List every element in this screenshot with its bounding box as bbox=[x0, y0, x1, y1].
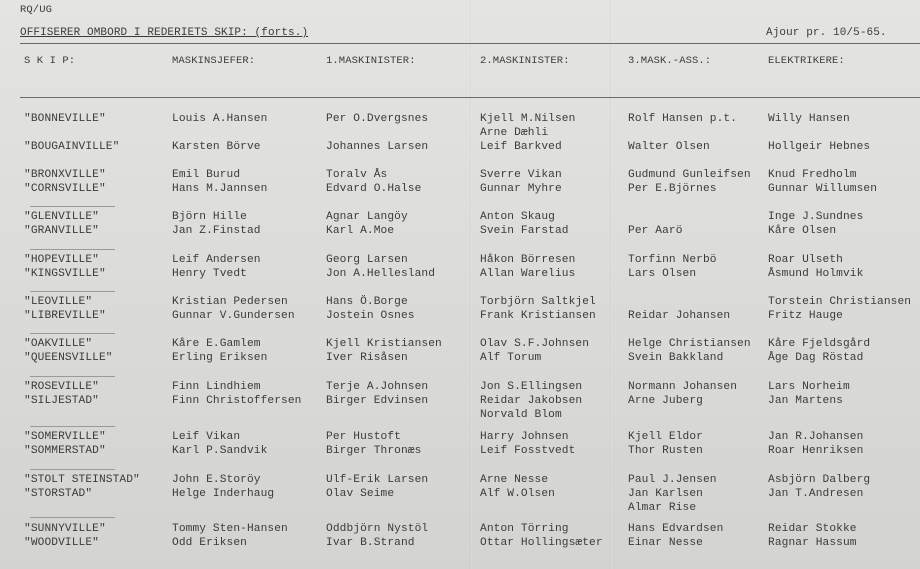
column-header-third-assistant: 3.MASK.-ASS.: bbox=[628, 55, 712, 67]
ship-name: "LIBREVILLE" bbox=[24, 310, 106, 322]
first-engineer: Birger Thronæs bbox=[326, 445, 422, 457]
ship-name: "SOMERVILLE" bbox=[24, 431, 106, 443]
first-engineer: Karl A.Moe bbox=[326, 225, 395, 237]
third-assistant: Rolf Hansen p.t. bbox=[628, 113, 738, 125]
chief-engineer: Hans M.Jannsen bbox=[172, 183, 268, 195]
chief-engineer: Kåre E.Gamlem bbox=[172, 338, 261, 350]
ship-name-cell bbox=[24, 380, 99, 408]
chief-engineer-cell bbox=[172, 430, 267, 458]
first-engineer: Jostein Osnes bbox=[326, 310, 415, 322]
third-assistant: Kjell Eldor bbox=[628, 431, 703, 443]
first-engineer: Olav Seime bbox=[326, 488, 395, 500]
header-rule bbox=[20, 97, 920, 98]
second-engineer: Norvald Blom bbox=[480, 409, 562, 421]
second-engineer: Alf Torum bbox=[480, 352, 542, 364]
column-header-ship: S K I P: bbox=[24, 55, 76, 67]
chief-engineer-cell bbox=[172, 473, 274, 501]
second-engineer-cell bbox=[480, 295, 596, 323]
second-engineer: Reidar Jakobsen bbox=[480, 395, 583, 407]
third-assistant: Gudmund Gunleifsen bbox=[628, 169, 751, 181]
electrician: Knud Fredholm bbox=[768, 169, 857, 181]
chief-engineer: Jan Z.Finstad bbox=[172, 225, 261, 237]
ship-name: "BOUGAINVILLE" bbox=[24, 141, 120, 153]
ship-name: "BONNEVILLE" bbox=[24, 113, 106, 125]
row-separator bbox=[30, 291, 115, 292]
ship-name: "WOODVILLE" bbox=[24, 537, 99, 549]
third-assistant: Helge Christiansen bbox=[628, 338, 751, 350]
electrician-cell bbox=[768, 140, 870, 154]
first-engineer: Iver Risåsen bbox=[326, 352, 408, 364]
ship-name: "QUEENSVILLE" bbox=[24, 352, 113, 364]
row-separator bbox=[30, 376, 115, 377]
row-separator bbox=[30, 249, 115, 250]
chief-engineer: Karl P.Sandvik bbox=[172, 445, 268, 457]
updated-date: Ajour pr. 10/5-65. bbox=[766, 27, 887, 39]
column-header-second-engineer: 2.MASKINISTER: bbox=[480, 55, 570, 67]
ship-name: "HOPEVILLE" bbox=[24, 254, 99, 266]
chief-engineer-cell bbox=[172, 140, 261, 154]
first-engineer-cell bbox=[326, 430, 421, 458]
ship-name-cell bbox=[24, 295, 106, 323]
third-assistant: Jan Karlsen bbox=[628, 488, 703, 500]
third-assistant: Arne Juberg bbox=[628, 395, 703, 407]
row-separator bbox=[30, 333, 115, 334]
second-engineer: Svein Farstad bbox=[480, 225, 569, 237]
second-engineer-cell bbox=[480, 430, 575, 458]
first-engineer: Toralv Ås bbox=[326, 169, 388, 181]
chief-engineer: Gunnar V.Gundersen bbox=[172, 310, 295, 322]
chief-engineer: Leif Andersen bbox=[172, 254, 261, 266]
second-engineer: Arne Dæhli bbox=[480, 127, 549, 139]
chief-engineer-cell bbox=[172, 337, 267, 365]
ship-name: "KINGSVILLE" bbox=[24, 268, 106, 280]
third-assistant-cell bbox=[628, 140, 710, 154]
second-engineer: Anton Törring bbox=[480, 523, 569, 535]
chief-engineer: Henry Tvedt bbox=[172, 268, 247, 280]
electrician-cell bbox=[768, 168, 877, 196]
chief-engineer: Erling Eriksen bbox=[172, 352, 268, 364]
chief-engineer: Finn Lindhiem bbox=[172, 381, 261, 393]
paper-fold bbox=[470, 0, 472, 569]
chief-engineer-cell bbox=[172, 112, 267, 126]
third-assistant: Normann Johansen bbox=[628, 381, 738, 393]
third-assistant-cell bbox=[628, 112, 737, 126]
electrician: Jan R.Johansen bbox=[768, 431, 864, 443]
ship-name-cell bbox=[24, 337, 113, 365]
first-engineer: Ulf-Erik Larsen bbox=[326, 474, 429, 486]
second-engineer-cell bbox=[480, 473, 555, 501]
third-assistant-cell bbox=[628, 430, 703, 458]
second-engineer: Håkon Börresen bbox=[480, 254, 576, 266]
chief-engineer-cell bbox=[172, 380, 301, 408]
first-engineer-cell bbox=[326, 112, 428, 126]
first-engineer: Edvard O.Halse bbox=[326, 183, 422, 195]
third-assistant: Per E.Björnes bbox=[628, 183, 717, 195]
first-engineer-cell bbox=[326, 473, 428, 501]
column-header-electrician: ELEKTRIKERE: bbox=[768, 55, 845, 67]
third-assistant-cell bbox=[628, 380, 737, 408]
chief-engineer: Leif Vikan bbox=[172, 431, 241, 443]
second-engineer: Torbjörn Saltkjel bbox=[480, 296, 596, 308]
row-separator bbox=[30, 206, 115, 207]
electrician: Roar Ulseth bbox=[768, 254, 843, 266]
third-assistant: Svein Bakkland bbox=[628, 352, 724, 364]
third-assistant-cell bbox=[628, 473, 717, 515]
first-engineer-cell bbox=[326, 168, 421, 196]
third-assistant: Torfinn Nerbö bbox=[628, 254, 717, 266]
document-title: OFFISERER OMBORD I REDERIETS SKIP: (forts.) bbox=[20, 27, 309, 39]
second-engineer: Jon S.Ellingsen bbox=[480, 381, 583, 393]
row-separator bbox=[30, 517, 115, 518]
third-assistant-cell bbox=[628, 210, 683, 238]
electrician: Willy Hansen bbox=[768, 113, 850, 125]
ship-name: "SILJESTAD" bbox=[24, 395, 99, 407]
electrician: Inge J.Sundnes bbox=[768, 211, 864, 223]
second-engineer: Sverre Vikan bbox=[480, 169, 562, 181]
chief-engineer-cell bbox=[172, 210, 261, 238]
second-engineer: Ottar Hollingsæter bbox=[480, 537, 603, 549]
electrician-cell bbox=[768, 112, 850, 126]
electrician: Hollgeir Hebnes bbox=[768, 141, 871, 153]
first-engineer: Johannes Larsen bbox=[326, 141, 429, 153]
electrician: Åge Dag Röstad bbox=[768, 352, 864, 364]
electrician-cell bbox=[768, 253, 863, 281]
second-engineer: Leif Fosstvedt bbox=[480, 445, 576, 457]
third-assistant-cell bbox=[628, 337, 751, 365]
chief-engineer: Karsten Börve bbox=[172, 141, 261, 153]
third-assistant bbox=[628, 210, 683, 224]
ship-name: "ROSEVILLE" bbox=[24, 381, 99, 393]
chief-engineer: Odd Eriksen bbox=[172, 537, 247, 549]
first-engineer-cell bbox=[326, 140, 428, 154]
first-engineer: Ivar B.Strand bbox=[326, 537, 415, 549]
electrician: Reidar Stokke bbox=[768, 523, 857, 535]
second-engineer: Olav S.F.Johnsen bbox=[480, 338, 590, 350]
second-engineer: Alf W.Olsen bbox=[480, 488, 555, 500]
ship-name: "STOLT STEINSTAD" bbox=[24, 474, 140, 486]
chief-engineer: Tommy Sten-Hansen bbox=[172, 523, 288, 535]
electrician: Lars Norheim bbox=[768, 381, 850, 393]
second-engineer-cell bbox=[480, 522, 603, 550]
second-engineer: Arne Nesse bbox=[480, 474, 549, 486]
chief-engineer: Helge Inderhaug bbox=[172, 488, 275, 500]
second-engineer: Allan Warelius bbox=[480, 268, 576, 280]
electrician-cell bbox=[768, 210, 863, 238]
third-assistant-cell bbox=[628, 168, 751, 196]
paper-fold bbox=[610, 0, 612, 569]
chief-engineer-cell bbox=[172, 295, 295, 323]
third-assistant: Almar Rise bbox=[628, 502, 697, 514]
electrician: Ragnar Hassum bbox=[768, 537, 857, 549]
second-engineer-cell bbox=[480, 168, 562, 196]
ship-name: "BRONXVILLE" bbox=[24, 169, 106, 181]
first-engineer-cell bbox=[326, 210, 408, 238]
ship-name: "LEOVILLE" bbox=[24, 296, 93, 308]
electrician-cell bbox=[768, 430, 863, 458]
electrician: Jan T.Andresen bbox=[768, 488, 864, 500]
first-engineer: Agnar Langöy bbox=[326, 211, 408, 223]
third-assistant: Hans Edvardsen bbox=[628, 523, 724, 535]
second-engineer-cell bbox=[480, 112, 575, 140]
third-assistant: Reidar Johansen bbox=[628, 310, 731, 322]
first-engineer-cell bbox=[326, 295, 415, 323]
ship-name-cell bbox=[24, 430, 106, 458]
third-assistant-cell bbox=[628, 522, 723, 550]
electrician-cell bbox=[768, 380, 850, 408]
chief-engineer-cell bbox=[172, 522, 288, 550]
first-engineer-cell bbox=[326, 522, 428, 550]
second-engineer: Leif Barkved bbox=[480, 141, 562, 153]
second-engineer-cell bbox=[480, 140, 562, 154]
electrician-cell bbox=[768, 473, 870, 501]
second-engineer: Kjell M.Nilsen bbox=[480, 113, 576, 125]
third-assistant-cell bbox=[628, 295, 730, 323]
third-assistant: Thor Rusten bbox=[628, 445, 703, 457]
row-separator bbox=[30, 426, 115, 427]
column-header-chief-engineer: MASKINSJEFER: bbox=[172, 55, 256, 67]
first-engineer-cell bbox=[326, 380, 428, 408]
second-engineer-cell bbox=[480, 337, 589, 365]
electrician: Åsmund Holmvik bbox=[768, 268, 864, 280]
third-assistant bbox=[628, 295, 730, 309]
chief-engineer: Kristian Pedersen bbox=[172, 296, 288, 308]
first-engineer: Terje A.Johnsen bbox=[326, 381, 429, 393]
chief-engineer: Finn Christoffersen bbox=[172, 395, 302, 407]
first-engineer: Georg Larsen bbox=[326, 254, 408, 266]
ship-name: "SOMMERSTAD" bbox=[24, 445, 106, 457]
chief-engineer: Emil Burud bbox=[172, 169, 241, 181]
column-header-first-engineer: 1.MASKINISTER: bbox=[326, 55, 416, 67]
chief-engineer-cell bbox=[172, 168, 267, 196]
second-engineer-cell bbox=[480, 380, 582, 422]
second-engineer: Gunnar Myhre bbox=[480, 183, 562, 195]
title-rule bbox=[20, 43, 920, 44]
second-engineer-cell bbox=[480, 210, 569, 238]
ship-name: "GRANVILLE" bbox=[24, 225, 99, 237]
electrician: Torstein Christiansen bbox=[768, 296, 912, 308]
electrician-cell bbox=[768, 337, 870, 365]
ship-name-cell bbox=[24, 210, 99, 238]
electrician: Jan Martens bbox=[768, 395, 843, 407]
third-assistant: Einar Nesse bbox=[628, 537, 703, 549]
second-engineer: Harry Johnsen bbox=[480, 431, 569, 443]
electrician: Kåre Fjeldsgård bbox=[768, 338, 871, 350]
second-engineer: Anton Skaug bbox=[480, 211, 555, 223]
ship-name-cell bbox=[24, 140, 119, 154]
first-engineer: Per O.Dvergsnes bbox=[326, 113, 429, 125]
first-engineer: Jon A.Hellesland bbox=[326, 268, 436, 280]
third-assistant-cell bbox=[628, 253, 717, 281]
third-assistant: Paul J.Jensen bbox=[628, 474, 717, 486]
row-separator bbox=[30, 469, 115, 470]
first-engineer-cell bbox=[326, 253, 435, 281]
chief-engineer: Louis A.Hansen bbox=[172, 113, 268, 125]
chief-engineer: John E.Storöy bbox=[172, 474, 261, 486]
third-assistant: Walter Olsen bbox=[628, 141, 710, 153]
ship-name: "SUNNYVILLE" bbox=[24, 523, 106, 535]
ship-name: "OAKVILLE" bbox=[24, 338, 93, 350]
ship-name-cell bbox=[24, 112, 106, 126]
second-engineer-cell bbox=[480, 253, 575, 281]
first-engineer-cell bbox=[326, 337, 442, 365]
ship-name-cell bbox=[24, 473, 140, 501]
ship-name-cell bbox=[24, 253, 106, 281]
ship-name-cell bbox=[24, 522, 106, 550]
ship-name: "STORSTAD" bbox=[24, 488, 93, 500]
electrician: Fritz Hauge bbox=[768, 310, 843, 322]
electrician-cell bbox=[768, 522, 857, 550]
first-engineer: Oddbjörn Nystöl bbox=[326, 523, 429, 535]
first-engineer: Hans Ö.Borge bbox=[326, 296, 408, 308]
third-assistant: Per Aarö bbox=[628, 225, 683, 237]
third-assistant: Lars Olsen bbox=[628, 268, 697, 280]
reference-code: RQ/UG bbox=[20, 4, 53, 16]
first-engineer: Birger Edvinsen bbox=[326, 395, 429, 407]
first-engineer: Per Hustoft bbox=[326, 431, 401, 443]
chief-engineer-cell bbox=[172, 253, 261, 281]
electrician: Asbjörn Dalberg bbox=[768, 474, 871, 486]
first-engineer: Kjell Kristiansen bbox=[326, 338, 442, 350]
electrician: Gunnar Willumsen bbox=[768, 183, 878, 195]
electrician-cell bbox=[768, 295, 911, 323]
electrician: Kåre Olsen bbox=[768, 225, 837, 237]
electrician: Roar Henriksen bbox=[768, 445, 864, 457]
chief-engineer: Björn Hille bbox=[172, 211, 247, 223]
second-engineer: Frank Kristiansen bbox=[480, 310, 596, 322]
ship-name: "CORNSVILLE" bbox=[24, 183, 106, 195]
ship-name-cell bbox=[24, 168, 106, 196]
ship-name: "GLENVILLE" bbox=[24, 211, 99, 223]
